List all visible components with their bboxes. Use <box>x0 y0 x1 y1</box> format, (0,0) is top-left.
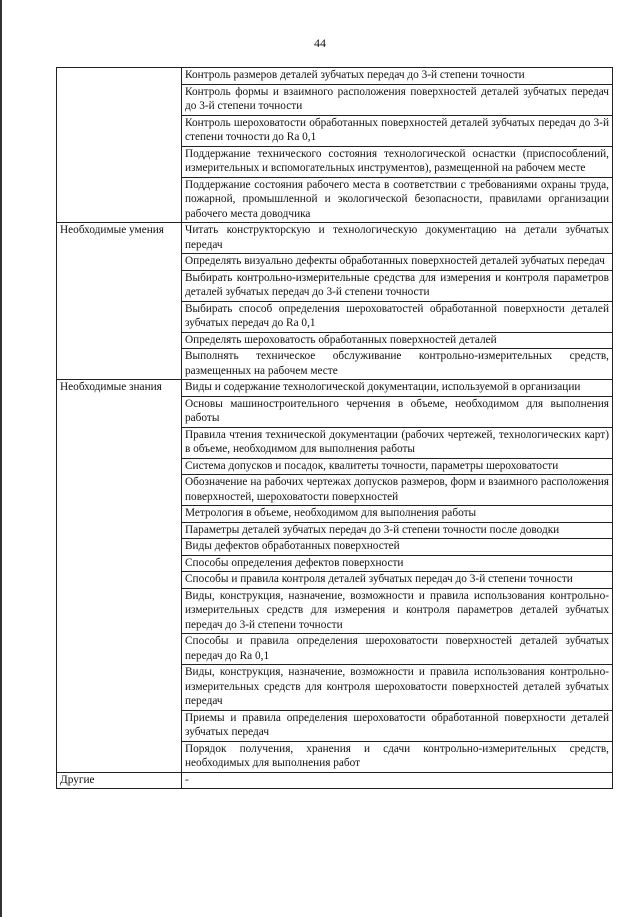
table-cell-item: Определять шероховатость обработанных поверхностей деталей <box>182 332 613 349</box>
section-label <box>57 68 182 223</box>
table-cell-item: Основы машиностроительного черчения в объеме, необходимом для выполнения работы <box>182 396 613 427</box>
table-cell-item: Обозначение на рабочих чертежах допусков размеров, форм и взаимного расположения поверхностей, шероховатости поверхностей <box>182 475 613 506</box>
table-cell-item: Параметры деталей зубчатых передач до 3-й степени точности после доводки <box>182 522 613 539</box>
table-cell-item: Контроль формы и взаимного расположения поверхностей деталей зубчатых передач до 3-й степени точности <box>182 84 613 115</box>
table-cell-item: Виды и содержание технологической документации, используемой в организации <box>182 380 613 397</box>
table-cell-item: Поддержание состояния рабочего места в соответствии с требованиями охраны труда, пожарной, промышленной и экологической безопасности, правилами организации рабочего места доводчика <box>182 177 613 223</box>
table-cell-item: - <box>182 772 613 789</box>
section-label: Необходимые умения <box>57 223 182 380</box>
table-cell-item: Выбирать способ определения шероховатостей обработанной поверхности деталей зубчатых передач до Ra 0,1 <box>182 301 613 332</box>
table-cell-item: Выбирать контрольно-измерительные средства для измерения и контроля параметров деталей зубчатых передач до 3-й степени точности <box>182 270 613 301</box>
table-cell-item: Способы и правила контроля деталей зубчатых передач до 3-й степени точности <box>182 572 613 589</box>
table-cell-item: Виды, конструкция, назначение, возможности и правила использования контрольно-измерительных средств для измерения и контроля параметров деталей зубчатых передач до 3-й степени точности <box>182 588 613 634</box>
table-cell-item: Определять визуально дефекты обработанных поверхностей деталей зубчатых передач <box>182 254 613 271</box>
table-row <box>57 772 613 789</box>
table-cell-item: Поддержание технического состояния технологической оснастки (приспособлений, измерительных и вспомогательных инструментов), размещенной на рабочем месте <box>182 146 613 177</box>
section-label: Необходимые знания <box>57 380 182 773</box>
table-row <box>57 68 613 85</box>
table-cell-item: Приемы и правила определения шероховатости обработанной поверхности деталей зубчатых передач <box>182 710 613 741</box>
scan-edge <box>0 0 2 917</box>
table-cell-item: Виды, конструкция, назначение, возможности и правила использования контрольно-измерительных средств для контроля шероховатости поверхностей деталей зубчатых передач <box>182 665 613 711</box>
page-number: 44 <box>314 36 326 50</box>
table-cell-item: Способы и правила определения шероховатости поверхностей деталей зубчатых передач до Ra 0,1 <box>182 634 613 665</box>
table-cell-item: Читать конструкторскую и технологическую документацию на детали зубчатых передач <box>182 223 613 254</box>
table-row <box>57 380 613 397</box>
table-cell-item: Контроль шероховатости обработанных поверхностей деталей зубчатых передач до 3-й степени точности до Ra 0,1 <box>182 115 613 146</box>
section-label: Другие <box>57 772 182 789</box>
competency-table <box>56 67 613 789</box>
table-cell-item: Выполнять техническое обслуживание контрольно-измерительных средств, размещенных на рабочем месте <box>182 349 613 380</box>
table-cell-item: Контроль размеров деталей зубчатых передач до 3-й степени точности <box>182 68 613 85</box>
table-cell-item: Метрология в объеме, необходимом для выполнения работы <box>182 506 613 523</box>
table-cell-item: Способы определения дефектов поверхности <box>182 555 613 572</box>
table-row <box>57 223 613 254</box>
table-body <box>57 68 613 789</box>
table-cell-item: Правила чтения технической документации (рабочих чертежей, технологических карт) в объеме, необходимом для выполнения работы <box>182 427 613 458</box>
table-cell-item: Порядок получения, хранения и сдачи контрольно-измерительных средств, необходимых для выполнения работ <box>182 741 613 772</box>
table-cell-item: Виды дефектов обработанных поверхностей <box>182 539 613 556</box>
table-cell-item: Система допусков и посадок, квалитеты точности, параметры шероховатости <box>182 458 613 475</box>
